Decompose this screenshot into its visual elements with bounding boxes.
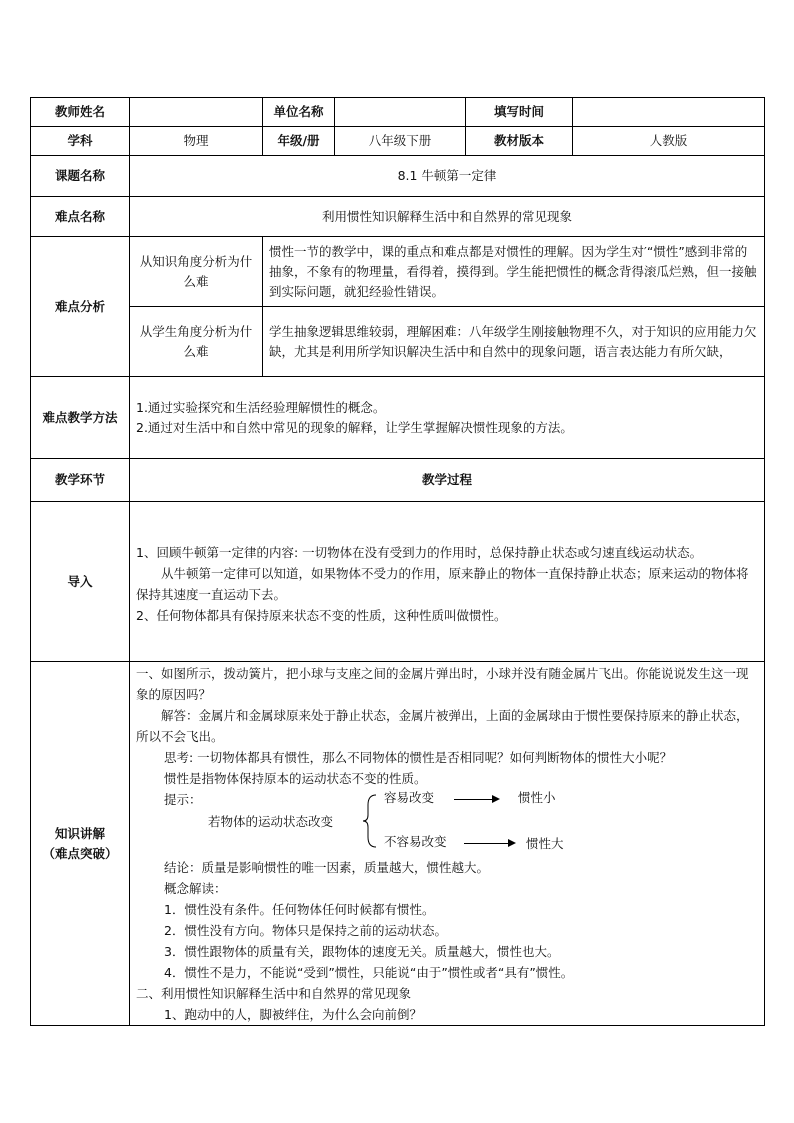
difficulty-label: 难点名称 — [31, 197, 130, 237]
methods-line-2: 2.通过对生活中和自然中常见的现象的解释，让学生掌握解决惯性现象的方法。 — [136, 419, 573, 435]
process-header-row — [31, 459, 765, 502]
student-angle-label: 从学生角度分析为什么难 — [130, 307, 263, 377]
arrow-hard-line — [464, 843, 510, 844]
question-1: 一、如图所示，拨动簧片，把小球与支座之间的金属片弹出时，小球并没有随金属片飞出。你能说说发生这一现象的原因吗？ — [136, 666, 749, 702]
teacher-name-label: 教师姓名 — [31, 98, 130, 127]
edition-value: 人教版 — [573, 127, 765, 156]
arrow-easy-line — [454, 799, 494, 800]
process-stage-label: 教学环节 — [31, 459, 130, 502]
edition-label: 教材版本 — [466, 127, 573, 156]
intro-paragraph-2: 从牛顿第一定律可以知道，如果物体不受力的作用，原来静止的物体一直保持静止状态；原来运动的物体将保持其速度一直运动下去。 — [136, 565, 749, 602]
lesson-row — [31, 156, 765, 197]
methods-line-1: 1.通过实验探究和生活经验理解惯性的概念。 — [136, 399, 386, 415]
definition-text: 惯性是指物体保持原本的运动状态不变的性质。 — [164, 771, 427, 786]
diagram-hard: 不容易改变 — [384, 834, 447, 849]
lesson-plan-table — [30, 97, 765, 1026]
knowledge-label — [31, 662, 130, 1026]
concept-point-1: 1．惯性没有条件。任何物体任何时候都有惯性。 — [164, 902, 435, 917]
methods-label: 难点教学方法 — [31, 377, 130, 459]
question-2: 二、利用惯性知识解释生活中和自然界的常见现象 — [136, 986, 412, 1001]
lesson-label: 课题名称 — [31, 156, 130, 197]
answer-text: 解答：金属片和金属球原来处于静止状态，金属片被弹出，上面的金属球由于惯性要保持原来的静止状态，所以不会飞出。 — [136, 708, 749, 744]
student-angle-text: 学生抽象逻辑思维较弱，理解困难：八年级学生刚接触物理不久，对于知识的应用能力欠缺，尤其是利用所学知识解决生活中和自然中的现象问题，语言表达能力有所欠缺， — [263, 307, 765, 377]
intro-paragraph-1: 1、回顾牛顿第一定律的内容: 一切物体在没有受到力的作用时，总保持静止状态或匀速直线运动状态。 — [136, 544, 703, 560]
methods-cell — [130, 377, 765, 459]
inertia-diagram — [136, 789, 758, 855]
intro-cell — [130, 502, 765, 662]
intro-label: 导入 — [31, 502, 130, 662]
arrow-hard-icon — [508, 839, 516, 847]
arrow-easy-icon — [492, 795, 500, 803]
unit-name-value — [335, 98, 466, 127]
process-title: 教学过程 — [130, 459, 765, 502]
header-row-subject — [31, 127, 765, 156]
teacher-name-value — [130, 98, 263, 127]
brace-icon — [362, 793, 378, 849]
concept-point-3: 3．惯性跟物体的质量有关，跟物体的速度无关。质量越大，惯性也大。 — [164, 944, 560, 959]
concept-point-2: 2．惯性没有方向。物体只是保持之前的运动状态。 — [164, 923, 447, 938]
think-text: 思考: 一切物体都具有惯性，那么不同物体的惯性是否相同呢？如何判断物体的惯性大小呢？ — [164, 750, 673, 765]
subject-label: 学科 — [31, 127, 130, 156]
knowledge-label-line-2: （难点突破） — [42, 845, 118, 861]
knowledge-angle-label: 从知识角度分析为什么难 — [130, 237, 263, 307]
concept-point-4: 4．惯性不是力，不能说“受到”惯性，只能说“由于”惯性或者“具有”惯性。 — [164, 965, 574, 980]
fill-time-value — [573, 98, 765, 127]
hint-label: 提示： — [164, 792, 202, 807]
diagram-easy: 容易改变 — [384, 790, 435, 805]
lesson-value: 8.1 牛顿第一定律 — [130, 156, 765, 197]
grade-value: 八年级下册 — [335, 127, 466, 156]
knowledge-label-line-1: 知识讲解 — [54, 825, 105, 841]
diagram-condition: 若物体的运动状态改变 — [208, 814, 334, 829]
fill-time-label: 填写时间 — [466, 98, 573, 127]
concept-title: 概念解读： — [164, 881, 227, 896]
subject-value: 物理 — [130, 127, 263, 156]
methods-row — [31, 377, 765, 459]
unit-name-label: 单位名称 — [263, 98, 335, 127]
knowledge-angle-text: 惯性一节的教学中，课的重点和难点都是对惯性的理解。因为学生对′“惯性”感到非常的抽象，不象有的物理量，看得着，摸得到。学生能把惯性的概念背得滚瓜烂熟，但一接触到实际问题，就犯经验性错误。 — [263, 237, 765, 307]
knowledge-cell — [130, 662, 765, 1026]
conclusion-text: 结论：质量是影响惯性的唯一因素，质量越大，惯性越大。 — [164, 860, 490, 875]
analysis-student-row — [31, 307, 765, 377]
difficulty-row — [31, 197, 765, 237]
intro-paragraph-3: 2、任何物体都具有保持原来状态不变的性质，这种性质叫做惯性。 — [136, 607, 507, 623]
grade-label: 年级/册 — [263, 127, 335, 156]
knowledge-row — [31, 662, 765, 1026]
difficulty-value: 利用惯性知识解释生活中和自然界的常见现象 — [130, 197, 765, 237]
analysis-knowledge-row — [31, 237, 765, 307]
question-2-item-1: 1、跑动中的人，脚被绊住，为什么会向前倒？ — [164, 1007, 422, 1022]
diagram-large: 惯性大 — [526, 836, 564, 851]
intro-row — [31, 502, 765, 662]
diagram-small: 惯性小 — [518, 790, 556, 805]
analysis-label: 难点分析 — [31, 237, 130, 377]
lesson-plan-sheet — [30, 97, 764, 1026]
header-row-teacher — [31, 98, 765, 127]
